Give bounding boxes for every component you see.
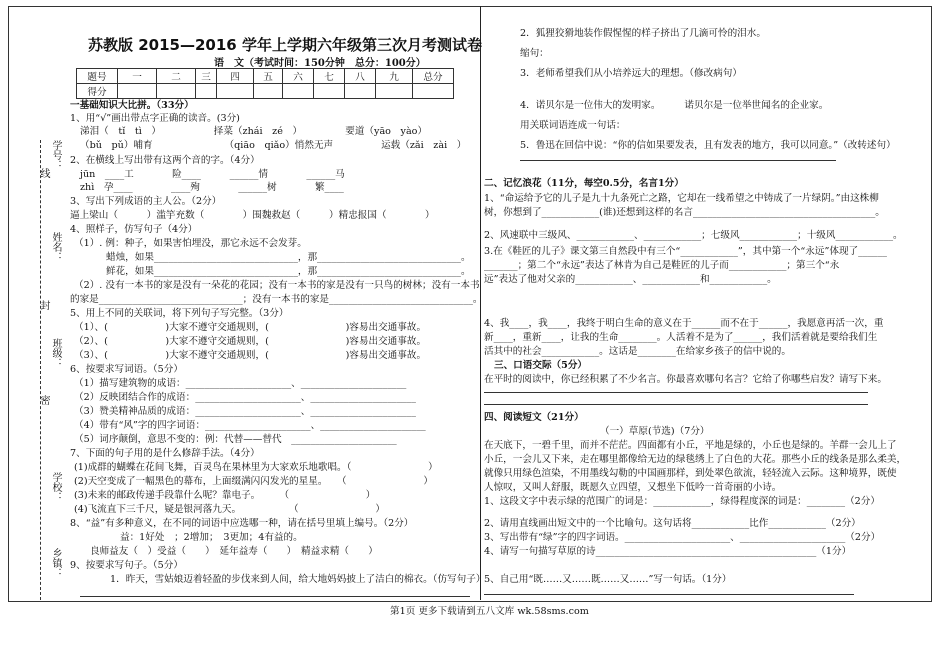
exam-subtitle: 语 文（考试时间：150分钟 总分：100分）	[214, 58, 426, 69]
score-input[interactable]	[196, 84, 217, 99]
passage-title: （一）草原(节选)（7分）	[600, 426, 710, 437]
question-line: 5、自己用“既……又……既……又……”写一句话。（1分）	[484, 574, 732, 585]
question-line: 用关联词语连成一句话：	[520, 120, 626, 131]
answer-line	[520, 160, 836, 161]
answer-line	[484, 404, 868, 405]
question-line: (3)未来的邮政传递手段靠什么呢？靠电子。 （ ）	[74, 490, 376, 501]
question-line: （4）带有“风”字的四字词语：______________________、______________________	[74, 420, 426, 431]
answer-line	[484, 392, 868, 393]
question-line: 1．昨天，雪姑娘迈着轻盈的步伐来到人间，给大地妈妈披上了洁白的棉衣。（仿写句子）	[110, 574, 486, 585]
question-line: 3、写出带有“绿”字的四字词语。______________________、______________________（2分）	[484, 532, 881, 543]
question-line: 逼上梁山（ ）滥竽充数（ ）围魏救赵（ ）精忠报国（ ）	[70, 210, 435, 221]
side-label-banji: 班级：	[50, 338, 61, 368]
score-cell: 五	[254, 69, 283, 84]
question-line: 4、我____，我____，我终于明白生命的意义在于______而不在于______，我愿意再活一次，重	[484, 318, 884, 329]
question-line: 9、按要求写句子。（5分）	[70, 560, 183, 571]
passage-line: 就像只用绿色渲染，不用墨线勾勒的中国画那样，到处翠色欲流，轻轻流入云际。这种境界，既使	[484, 468, 897, 479]
question-line: 1、用“√”画出带点字正确的读音。(3分)	[70, 113, 240, 124]
question-line: 的家是______________________________；没有一本书的家是______________________________。	[70, 294, 483, 305]
page-title: 苏教版 2015—2016 学年上学期六年级第三次月考测试卷	[88, 36, 482, 54]
question-line: (1)成群的蝴蝶在花间飞舞，百灵鸟在果林里为大家欢乐地歌唱。（ ）	[74, 462, 438, 473]
score-input[interactable]	[314, 84, 345, 99]
question-line: zhì 孕____ ____殉 ______树 繁____	[80, 182, 344, 193]
question-line: （bǔ pǔ）哺育 （qiāo qiǎo）悄然无声 运载（zǎi zài ）	[80, 140, 467, 151]
score-input[interactable]	[254, 84, 283, 99]
passage-line: 小丘，一会儿又下来，走在哪里都像给无边的绿毯绣上了白色的大花。那些小丘的线条是那么柔美，	[484, 454, 907, 465]
question-line: _______；第二个“永远”表达了林肯为自己是鞋匠的儿子而____________；第三个“永	[484, 260, 840, 271]
question-line: 3、写出下列成语的主人公。（2分）	[70, 196, 222, 207]
question-line: 4、照样子，仿写句子（4分）	[70, 224, 198, 235]
question-line: 在平时的阅读中，你已经积累了不少名言。你最喜欢哪句名言？它给了你哪些启发？请写下来。	[484, 374, 887, 385]
score-cell: 一	[118, 69, 157, 84]
question-line: 4、请写一句描写草原的诗______________________________________________（1分）	[484, 546, 852, 557]
question-line: 2、请用直线画出短文中的一个比喻句。这句话将____________比作____________（2分）	[484, 518, 861, 529]
question-line: 2、风速联中三级风、____________、____________；七级风____________；十级风____________。	[484, 230, 903, 241]
score-cell: 六	[283, 69, 314, 84]
question-line: （5）词序颠倒，意思不变的：例：代替——替代 ______________________	[74, 434, 397, 445]
question-line: （3）赞美精神品质的成语：______________________、______________________	[74, 406, 416, 417]
score-cell: 四	[217, 69, 254, 84]
section-2-heading: 二、记忆浪花（11分，每空0.5分，名言1分）	[484, 178, 684, 189]
question-line: (4)飞流直下三千尺，疑是银河落九天。 （ ）	[74, 504, 385, 515]
score-cell: 三	[196, 69, 217, 84]
question-line: （2）. 没有一本书的家是没有一朵花的花园；没有一本书的家是没有一只鸟的树林；没有一本书	[74, 280, 480, 291]
side-label-xiangzhen: 乡镇：	[50, 548, 61, 578]
question-line: 2、在横线上写出带有这两个音的字。（4分）	[70, 155, 260, 166]
question-line: 树，你想到了____________(谁)还想到这样的名言______________________________________。	[484, 207, 885, 218]
score-cell: 题号	[77, 69, 118, 84]
score-cell: 二	[157, 69, 196, 84]
score-table	[76, 68, 454, 99]
question-line: 新____，重新____，让我的生命________。人活着不是为了______，我们活着就是要给我们生	[484, 332, 878, 343]
question-line: (2)天空变成了一幅黑色的幕布，上面缀满闪闪发光的星星。 （ ）	[74, 476, 433, 487]
side-label-mi: 密	[38, 395, 49, 405]
passage-line: 在天底下，一碧千里，而并不茫茫。四面都有小丘，平地是绿的，小丘也是绿的。羊群一会儿上了	[484, 440, 897, 451]
score-input[interactable]	[345, 84, 376, 99]
side-label-xian: 线	[38, 168, 49, 178]
side-label-xuehao: 学号：	[50, 140, 61, 170]
question-line: jūn ____工 险____ ______情 ______马	[80, 169, 345, 180]
question-line: （2）、( )大家不遵守交通规则，( )容易出交通事故。	[74, 336, 427, 347]
question-line: 缩句：	[520, 48, 549, 59]
question-line: 5、用上不同的关联词，将下列句子写完整。（3分）	[70, 308, 289, 319]
question-line: 1、这段文字中表示绿的范围广的词是：____________，绿得程度深的词是：________（2分）	[484, 496, 880, 507]
side-label-xingming: 姓名：	[50, 232, 61, 262]
score-cell: 得分	[77, 84, 118, 99]
question-line: 1、“命运给予它的儿子是九十九条死亡之路，它却在一线希望之中铸成了一片绿阴。”由这株柳	[484, 193, 879, 204]
answer-line	[484, 594, 854, 595]
question-line: 8、“益”有多种意义，在不同的词语中应选哪一种，请在括号里填上编号。（2分）	[70, 518, 414, 529]
passage-line: 人惊叹，又叫人舒服，既愿久立四望，又想坐下低吟一首奇丽的小诗。	[484, 482, 782, 493]
score-header-row	[77, 69, 454, 84]
question-line: 活其中的社会____________。这话是________在给家乡孩子的信中说的。	[484, 346, 791, 357]
question-line: 涕泪（ tǐ tì ） 择菜（zhái zé ） 要道（yāo yào）	[80, 126, 428, 137]
question-line: 4．诺贝尔是一位伟大的发明家。 诺贝尔是一位举世闻名的企业家。	[520, 100, 829, 111]
score-cell: 九	[376, 69, 413, 84]
question-line: 蜡烛，如果______________________________，那______________________________。	[106, 252, 471, 263]
question-line: 7、下面的句子用的是什么修辞手法。（4分）	[70, 448, 260, 459]
score-input[interactable]	[413, 84, 454, 99]
section-4-heading: 四、阅读短文（21分）	[484, 412, 584, 423]
side-label-xuexiao: 学校：	[50, 472, 61, 502]
question-line: 良师益友（ ）受益（ ） 延年益寿（ ） 精益求精（ ）	[90, 546, 378, 557]
question-line: 5．鲁迅在回信中说：“你的信如果要发表，且有发表的地方，我可以同意。”（改转述句）	[520, 140, 896, 151]
score-input[interactable]	[157, 84, 196, 99]
score-input[interactable]	[217, 84, 254, 99]
score-value-row	[77, 84, 454, 99]
score-input[interactable]	[376, 84, 413, 99]
question-line: 鲜花，如果______________________________，那______________________________。	[106, 266, 471, 277]
answer-line	[80, 596, 470, 597]
page-footer: 第1页 更多下载请到五八文库 wk.58sms.com	[390, 606, 589, 617]
score-input[interactable]	[283, 84, 314, 99]
question-line: （1）、( )大家不遵守交通规则，( )容易出交通事故。	[74, 322, 427, 333]
question-line: 远”表达了他对父亲的____________、____________和____________。	[484, 274, 777, 285]
side-label-feng: 封	[38, 300, 49, 310]
question-line: 3．老师希望我们从小培养远大的理想。（修改病句）	[520, 68, 742, 79]
score-cell: 七	[314, 69, 345, 84]
score-input[interactable]	[118, 84, 157, 99]
score-cell: 总分	[413, 69, 454, 84]
question-line: （3）、( )大家不遵守交通规则，( )容易出交通事故。	[74, 350, 427, 361]
question-line: 3.在《鞋匠的儿子》课文第三自然段中有三个“____________”，其中第一个“永远”体现了______	[484, 246, 887, 257]
question-line: 益：1好处 ；2增加； 3更加；4有益的。	[120, 532, 303, 543]
section-1-heading: 一基础知识大比拼。（33分）	[70, 100, 194, 111]
question-line: 6、按要求写词语。（5分）	[70, 364, 183, 375]
question-line: （1）描写建筑物的成语：______________________、______________________	[74, 378, 407, 389]
score-cell: 八	[345, 69, 376, 84]
question-line: （2）反映团结合作的成语：______________________、______________________	[74, 392, 416, 403]
section-3-heading: 三、口语交际（5分）	[494, 360, 588, 371]
question-line: （1）. 例：种子，如果害怕埋没，那它永远不会发芽。	[74, 238, 307, 249]
binding-line	[40, 140, 41, 600]
question-line: 2．狐狸狡猾地装作假惺惺的样子挤出了几滴可怜的泪水。	[520, 28, 766, 39]
